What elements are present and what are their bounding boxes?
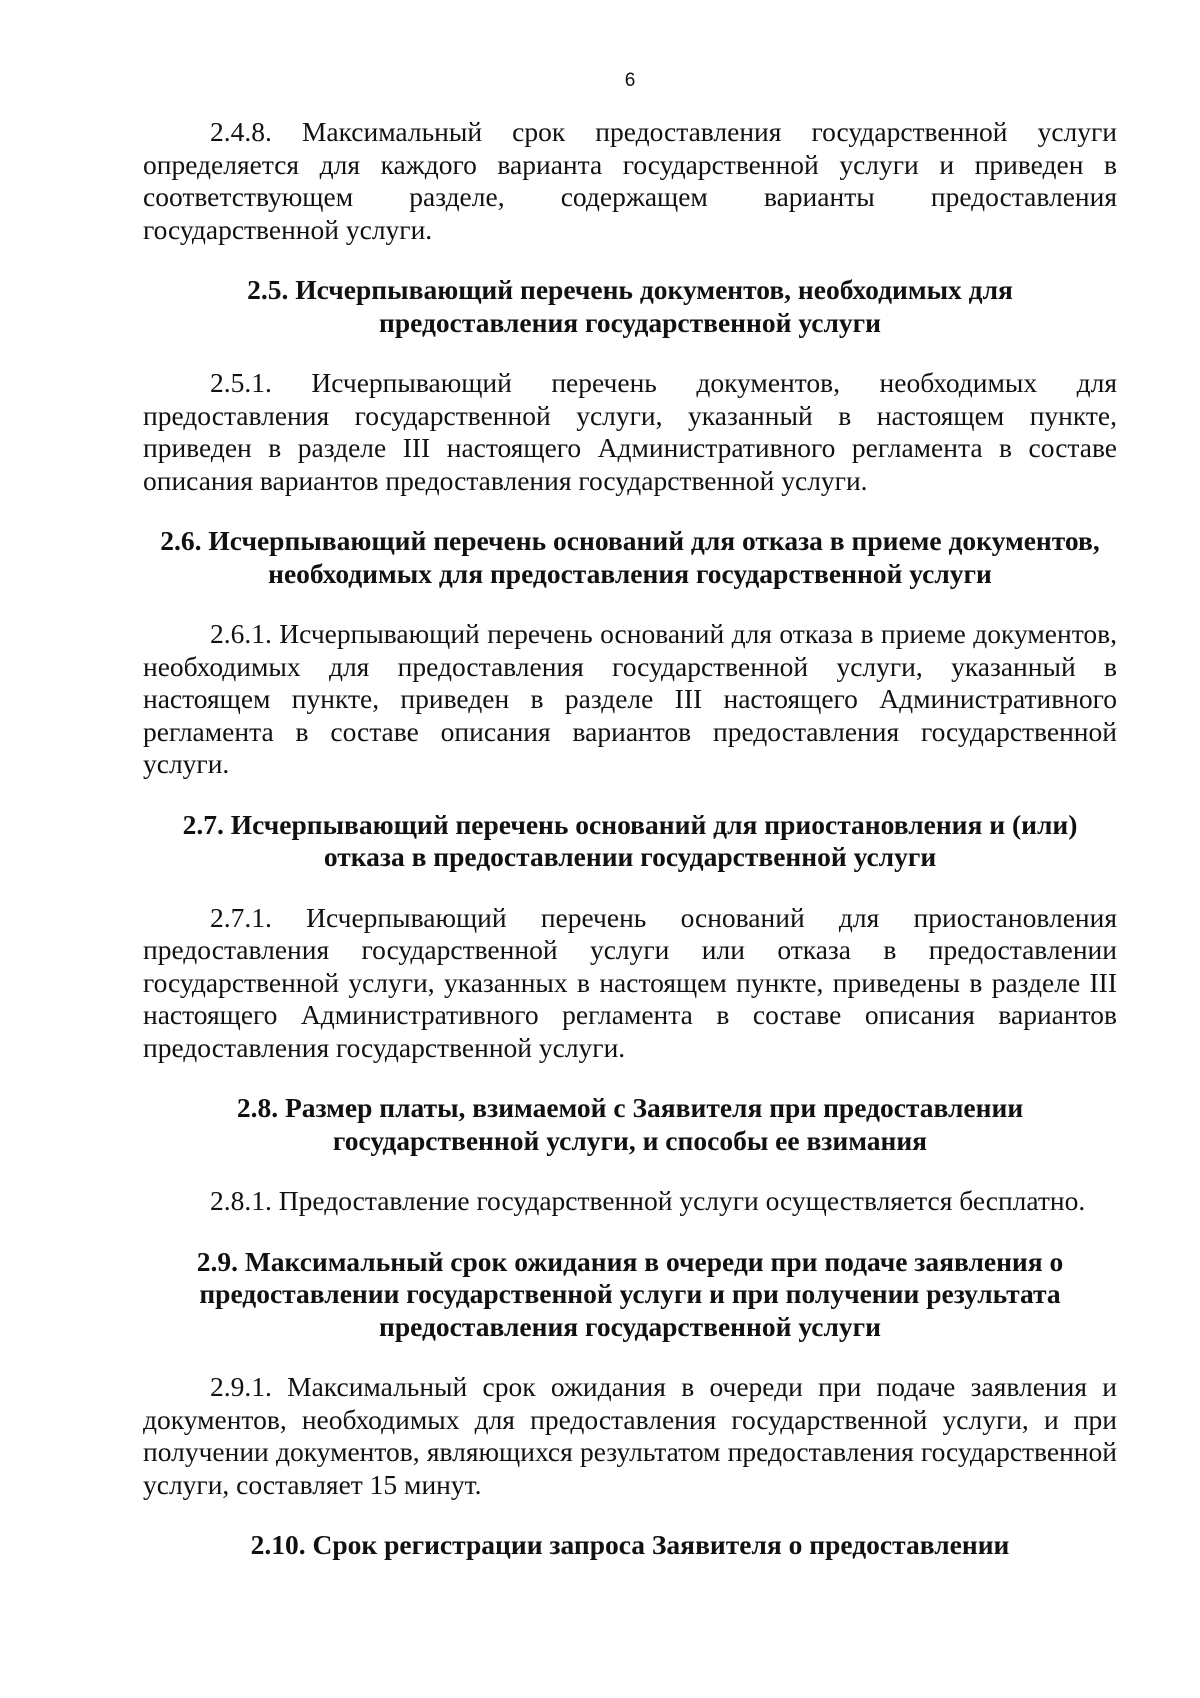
- heading-line: необходимых для предоставления государственной услуги: [268, 557, 992, 589]
- heading-line: 2.7. Исчерпывающий перечень оснований для приостановления и (или): [182, 808, 1078, 840]
- paragraph-2-8-1: 2.8.1. Предоставление государственной услуги осуществляется бесплатно.: [210, 1185, 1086, 1216]
- heading-line: 2.9. Максимальный срок ожидания в очереди при подаче заявления о: [196, 1245, 1064, 1277]
- paragraph-2-4-8: 2.4.8. Максимальный срок предоставления государственной услуги определяется для каждого варианта государственной услуги и приведен в соответствующем разделе, содержащем варианты предоставления государственной услуги.: [143, 116, 1117, 245]
- heading-line: 2.10. Срок регистрации запроса Заявителя о предоставлении: [250, 1529, 1010, 1560]
- heading-line: 2.6. Исчерпывающий перечень оснований для отказа в приеме документов,: [160, 525, 1100, 556]
- heading-2-10: [143, 1529, 1117, 1562]
- paragraph-2-9-1: 2.9.1. Максимальный срок ожидания в очереди при подаче заявления и документов, необходимых для предоставления государственной услуги, и при получении документов, являющихся результатом предоставления государственной услуги, составляет 15 минут.: [143, 1371, 1117, 1500]
- paragraph-2-7-1: 2.7.1. Исчерпывающий перечень оснований для приостановления предоставления государственной услуги или отказа в предоставлении государственной услуги, указанных в настоящем пункте, приведены в разделе III настоящего Административного регламента в составе описания вариантов предоставления государственной услуги.: [143, 901, 1117, 1063]
- heading-2-6: [143, 525, 1117, 590]
- paragraph-2-6-1: 2.6.1. Исчерпывающий перечень оснований для отказа в приеме документов, необходимых для предоставления государственной услуги, указанный в настоящем пункте, приведен в разделе III настоящего Административного регламента в составе описания вариантов предоставления государственной услуги.: [143, 618, 1117, 779]
- heading-line: 2.5. Исчерпывающий перечень документов, необходимых для: [247, 274, 1013, 305]
- heading-2-8: [143, 1092, 1117, 1157]
- page-number: 6: [624, 70, 636, 91]
- heading-line: отказа в предоставлении государственной услуги: [323, 841, 937, 872]
- heading-2-5: [143, 274, 1117, 339]
- heading-line: 2.8. Размер платы, взимаемой с Заявителя при предоставлении: [236, 1092, 1024, 1123]
- heading-line: предоставления государственной услуги: [379, 306, 881, 338]
- document-body: [143, 116, 1117, 1562]
- heading-line: предоставления государственной услуги: [379, 1310, 881, 1342]
- paragraph-2-5-1: 2.5.1. Исчерпывающий перечень документов, необходимых для предоставления государственной услуги, указанный в настоящем пункте, приведен в разделе III настоящего Административного регламента в составе описания вариантов предоставления государственной услуги.: [143, 367, 1117, 496]
- heading-2-9: [143, 1246, 1117, 1344]
- heading-line: предоставлении государственной услуги и при получении результата: [199, 1278, 1061, 1309]
- heading-line: государственной услуги, и способы ее взимания: [332, 1124, 928, 1156]
- heading-2-7: [143, 809, 1117, 874]
